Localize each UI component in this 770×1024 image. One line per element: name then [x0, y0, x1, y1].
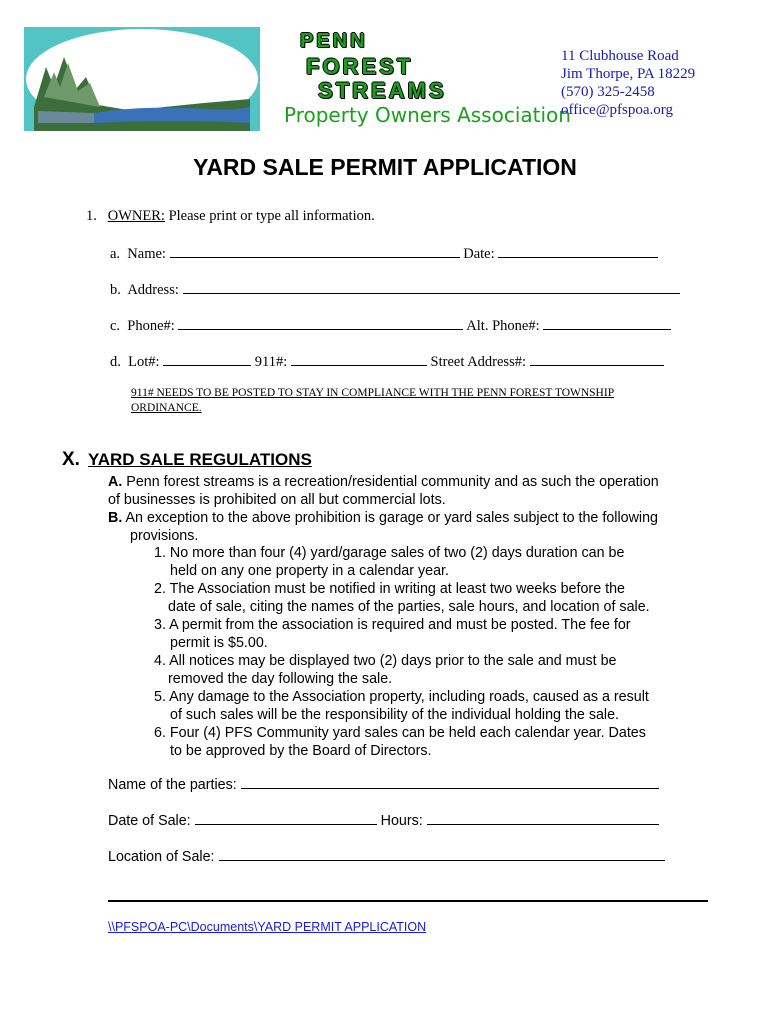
- provision-5-line-1: 5. Any damage to the Association property, including roads, caused as a result: [154, 689, 649, 705]
- org-subtitle: Property Owners Association: [284, 103, 571, 127]
- phone-label: c. Phone#:: [110, 318, 175, 334]
- date-field[interactable]: [498, 244, 658, 258]
- provision-item: [154, 688, 650, 724]
- notice-line-1: 911# NEEDS TO BE POSTED TO STAY IN COMPLIANCE WITH THE PENN FOREST TOWNSHIP: [131, 387, 615, 399]
- provision-item: [154, 652, 650, 688]
- hours-label: Hours:: [380, 813, 423, 829]
- footer-divider: [108, 900, 708, 902]
- hours-field[interactable]: [427, 812, 659, 825]
- provision-3-line-2: permit is $5.00.: [170, 635, 268, 651]
- name-row: [110, 244, 658, 263]
- provision-5-line-2: of such sales will be the responsibility of the individual holding the sale.: [170, 707, 620, 723]
- location-field[interactable]: [219, 848, 665, 861]
- owner-instruction: Please print or type all information.: [168, 208, 375, 224]
- address-row: [110, 280, 680, 299]
- regulation-b-line-1: An exception to the above prohibition is garage or yard sales subject to the following: [125, 510, 658, 526]
- provision-1-line-2: held on any one property in a calendar year.: [170, 563, 449, 579]
- provision-3-line-1: 3. A permit from the association is required and must be posted. The fee for: [154, 617, 631, 633]
- regulations-title: YARD SALE REGULATIONS: [87, 450, 312, 469]
- name-label: a. Name:: [110, 246, 166, 262]
- address-city: Jim Thorpe, PA 18229: [561, 66, 696, 82]
- address-email: office@pfspoa.org: [561, 102, 673, 118]
- provision-6-line-1: 6. Four (4) PFS Community yard sales can be held each calendar year. Dates: [154, 725, 646, 741]
- name-field[interactable]: [170, 244, 460, 258]
- date-label: Date:: [463, 246, 495, 262]
- regulations-heading: [62, 449, 312, 471]
- provision-1-line-1: 1. No more than four (4) yard/garage sales of two (2) days duration can be: [154, 545, 625, 561]
- n911-label: 911#:: [254, 354, 288, 370]
- provision-2-line-2: date of sale, citing the names of the parties, sale hours, and location of sale.: [168, 599, 650, 615]
- page-title: YARD SALE PERMIT APPLICATION: [193, 154, 577, 180]
- provision-list: [154, 544, 650, 760]
- address-street: 11 Clubhouse Road: [561, 48, 679, 64]
- provision-4-line-1: 4. All notices may be displayed two (2) days prior to the sale and must be: [154, 653, 617, 669]
- n911-field[interactable]: [291, 352, 427, 366]
- org-name-line-2: FOREST: [306, 54, 414, 79]
- sale-date-label: Date of Sale:: [108, 813, 191, 829]
- provision-6-line-2: to be approved by the Board of Directors.: [170, 743, 432, 759]
- provision-2-line-1: 2. The Association must be notified in writing at least two weeks before the: [154, 581, 625, 597]
- regulation-b: [108, 509, 658, 545]
- provision-item: [154, 724, 650, 760]
- regulation-a: [108, 473, 659, 509]
- regulation-a-line-1: Penn forest streams is a recreation/residential community and as such the operation: [126, 474, 659, 490]
- sale-date-row: [108, 812, 659, 830]
- lot-label: d. Lot#:: [110, 354, 160, 370]
- phone-row: [110, 316, 671, 335]
- org-name-line-3: STREAMS: [318, 78, 447, 103]
- phone-field[interactable]: [178, 316, 463, 330]
- sale-date-field[interactable]: [195, 812, 377, 825]
- notice-line-2: ORDINANCE.: [131, 402, 202, 414]
- lot-row: [110, 352, 664, 371]
- compliance-notice: [131, 386, 691, 416]
- location-label: Location of Sale:: [108, 849, 215, 865]
- owner-label: OWNER:: [107, 208, 165, 224]
- regulation-b-line-2: provisions.: [130, 528, 199, 544]
- owner-section-number: 1.: [86, 208, 97, 224]
- regulation-a-label: A.: [108, 474, 123, 490]
- provision-item: [154, 580, 650, 616]
- provision-item: [154, 544, 650, 580]
- street-label: Street Address#:: [430, 354, 526, 370]
- owner-section-heading: [86, 208, 375, 225]
- location-row: [108, 848, 665, 866]
- regulation-a-line-2: of businesses is prohibited on all but commercial lots.: [108, 492, 446, 508]
- org-name-line-1: PENN: [300, 30, 368, 52]
- provision-4-line-2: removed the day following the sale.: [168, 671, 393, 687]
- alt-phone-field[interactable]: [543, 316, 671, 330]
- parties-label: Name of the parties:: [108, 777, 237, 793]
- logo-image: [24, 27, 260, 131]
- provision-item: [154, 616, 650, 652]
- regulations-marker: X.: [62, 449, 80, 470]
- street-field[interactable]: [530, 352, 664, 366]
- parties-field[interactable]: [241, 776, 659, 789]
- address-field[interactable]: [183, 280, 680, 294]
- parties-row: [108, 776, 659, 794]
- regulation-b-label: B.: [108, 510, 123, 526]
- lot-field[interactable]: [163, 352, 251, 366]
- file-path-link[interactable]: \\PFSPOA-PC\Documents\YARD PERMIT APPLICATION: [108, 920, 427, 934]
- address-label: b. Address:: [110, 282, 179, 298]
- alt-phone-label: Alt. Phone#:: [466, 318, 540, 334]
- address-phone: (570) 325-2458: [561, 84, 655, 100]
